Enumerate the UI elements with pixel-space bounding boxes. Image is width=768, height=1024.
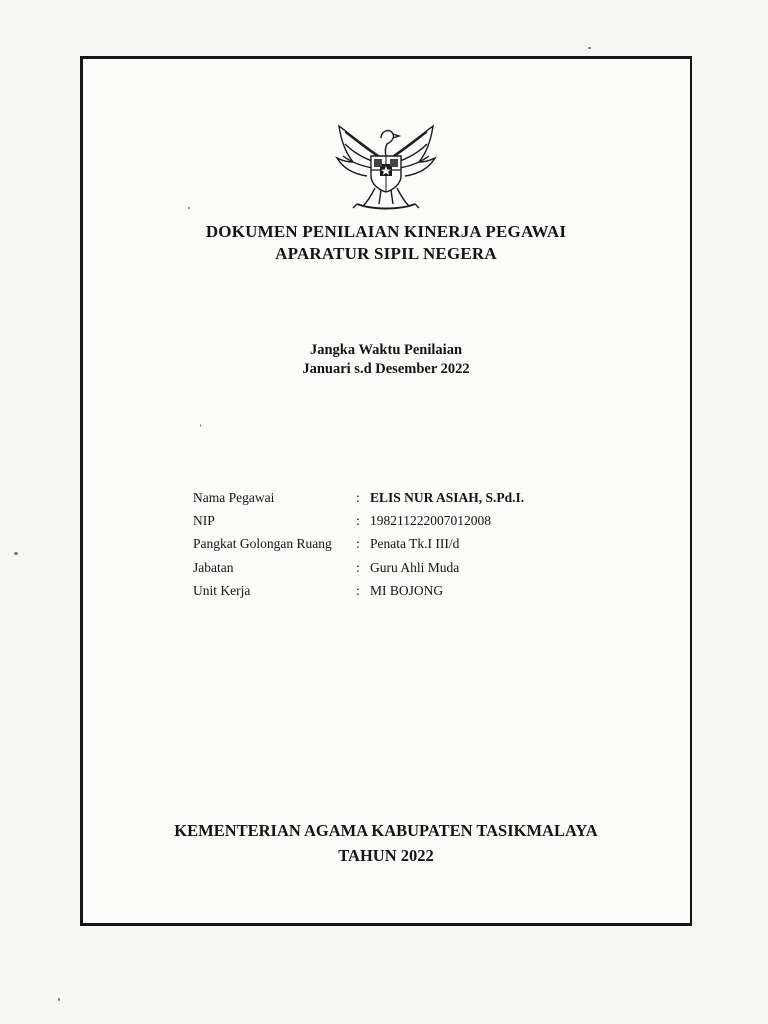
employee-position-value: Guru Ahli Muda [370,559,460,575]
scan-speck [188,207,190,209]
field-colon: : [356,559,360,575]
employee-nip-value: 198211222007012008 [370,512,491,528]
field-colon: : [356,582,360,598]
employee-unit-row [193,579,524,602]
field-label: Jabatan [193,559,234,575]
assessment-period-value: Januari s.d Desember 2022 [302,361,470,377]
employee-nip-row [193,509,524,532]
scan-speck [14,552,18,555]
scan-speck [588,47,591,49]
document-year: TAHUN 2022 [338,846,434,865]
employee-name-row [193,486,524,509]
field-colon: : [356,536,360,552]
employee-position-row [193,556,524,579]
employee-info-table [193,486,524,602]
employee-rank-value: Penata Tk.I III/d [370,536,460,552]
employee-rank-row [193,533,524,556]
scan-speck [200,424,201,427]
scan-speck [58,998,60,1001]
document-title-line1: DOKUMEN PENILAIAN KINERJA PEGAWAI [205,222,567,241]
field-colon: : [356,512,360,528]
employee-name-value: ELIS NUR ASIAH, S.Pd.I. [370,489,525,505]
field-label: Pangkat Golongan Ruang [193,536,332,552]
field-label: Nama Pegawai [193,489,275,505]
document-title-line2: APARATUR SIPIL NEGERA [275,244,497,263]
employee-unit-value: MI BOJONG [370,582,444,598]
issuing-office: KEMENTERIAN AGAMA KABUPATEN TASIKMALAYA [174,821,598,840]
field-label: NIP [193,512,215,528]
garuda-pancasila-emblem-icon [327,118,445,214]
field-colon: : [356,489,360,505]
assessment-period-label: Jangka Waktu Penilaian [309,342,463,358]
field-label: Unit Kerja [193,582,251,598]
